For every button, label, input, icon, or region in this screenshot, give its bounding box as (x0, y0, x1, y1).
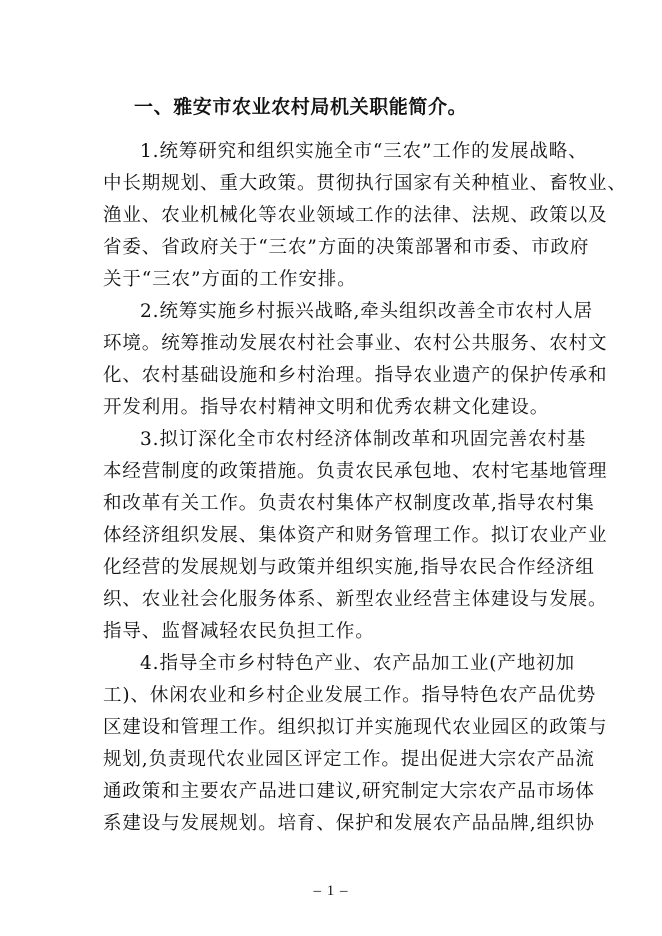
paragraph-line: 工)、休闲农业和乡村企业发展工作。指导特色农产品优势 (103, 685, 597, 706)
section-heading: 一、雅安市农业农村局机关职能简介。 (134, 96, 468, 118)
paragraph-line: 环境。统筹推动发展农村社会事业、农村公共服务、农村文 (103, 333, 608, 354)
paragraph-2 (103, 296, 608, 424)
paragraph-line: 中长期规划、重大政策。贯彻执行国家有关种植业、畜牧业、 (103, 173, 627, 194)
paragraph-3 (103, 424, 608, 648)
paragraph-line: 和改革有关工作。负责农村集体产权制度改革,指导农村集 (103, 493, 595, 514)
paragraph-line: 1.统筹研究和组织实施全市“三农”工作的发展战略、 (140, 141, 588, 162)
paragraph-line: 开发利用。指导农村精神文明和优秀农耕文化建设。 (103, 397, 550, 418)
paragraph-line: 4.指导全市乡村特色产业、农产品加工业(产地初加 (140, 653, 575, 674)
paragraph-4 (103, 648, 608, 840)
paragraph-line: 织、农业社会化服务体系、新型农业经营主体建设与发展。 (103, 589, 608, 610)
paragraph-line: 区建设和管理工作。组织拟订并实施现代农业园区的政策与 (103, 717, 608, 738)
paragraph-line: 关于“三农”方面的工作安排。 (103, 269, 357, 290)
paragraph-line: 化经营的发展规划与政策并组织实施,指导农民合作经济组 (103, 557, 595, 578)
paragraph-line: 渔业、农业机械化等农业领域工作的法律、法规、政策以及 (103, 205, 608, 226)
paragraph-line: 体经济组织发展、集体资产和财务管理工作。拟订农业产业 (103, 525, 608, 546)
paragraph-line: 化、农村基础设施和乡村治理。指导农业遗产的保护传承和 (103, 365, 608, 386)
paragraph-line: 本经营制度的政策措施。负责农民承包地、农村宅基地管理 (103, 461, 608, 482)
paragraph-line: 2.统筹实施乡村振兴战略,牵头组织改善全市农村人居 (140, 301, 594, 322)
paragraph-line: 通政策和主要农产品进口建议,研究制定大宗农产品市场体 (103, 781, 595, 802)
paragraph-line: 3.拟订深化全市农村经济体制改革和巩固完善农村基 (140, 429, 587, 450)
paragraph-line: 规划,负责现代农业园区评定工作。提出促进大宗农产品流 (103, 749, 595, 770)
paragraph-line: 系建设与发展规划。培育、保护和发展农产品品牌,组织协 (103, 813, 595, 834)
page-number: – 1 – (313, 883, 349, 899)
paragraph-line: 指导、监督减轻农民负担工作。 (103, 621, 375, 642)
paragraph-1 (103, 136, 627, 296)
paragraph-line: 省委、省政府关于“三农”方面的决策部署和市委、市政府 (103, 237, 590, 258)
